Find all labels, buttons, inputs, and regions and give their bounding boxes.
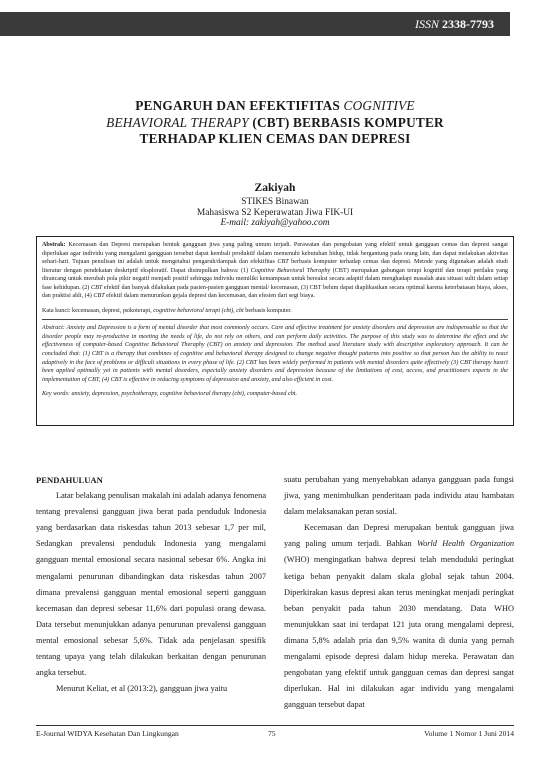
right-paragraph-1: suatu perubahan yang menyebabkan adanya gangguan pada fungsi jiwa, yang menimbulkan penderitaan pada individu atau hambatan dalam melaksanakan peran sosial.: [284, 475, 514, 517]
keywords-en: Key words: anxiety, depression, psychotherapy, cognitive behavioral therapy (cbt), computer-based cbt.: [42, 391, 298, 398]
left-paragraph-1: Latar belakang penulisan makalah ini adalah adanya fenomena tentang prevalensi gangguan jiwa berat pada penduduk Indonesia yang berdasarkan data riskesdas tahun 2013 sebesar 1,7 per mil, Sedangkan prevalensi penduduk Indonesia yang mengalami gangguan mental emosional secara nasional sebesar 6%. Angka ini mengalami penurunan dibandingkan data riskesdas tahun 2007 dimana prevalensi gangguan mental emosional seperti gangguan kecemasan dan depresi sebesar 11,6% dari populasi orang dewasa. Data tersebut menunjukkan adanya penurunan prevalensi gangguan mental emosional sebesar 5,6%. Tidak ada penjelasan spesifik tentang upaya yang telah dilakukan berkaitan dengan penurunan angka tersebut.: [36, 491, 266, 678]
keywords-id: [42, 307, 508, 316]
abstract-divider: [42, 319, 508, 320]
issn-label: ISSN: [415, 17, 439, 31]
abstract-en: [42, 324, 508, 384]
title-line1-b: COGNITIVE: [343, 98, 415, 113]
issn-number: 2338-7793: [442, 17, 494, 31]
abstract-id-text: efektif dan banyak dilakukan pada pasien-pasien gangguan mental/ kecemasan, (3) CBT belum dapat diaplikasikan secara optimal karena keterbatasan biaya, akses, dan praktisi ahli, (4): [42, 284, 509, 300]
abstract-id-italic: Cognitive Behavioral Theraphy: [250, 267, 331, 274]
abstract-id-label: Abstrak:: [42, 242, 66, 248]
abstract-id-text: Kecemasan dan Depresi merupakan bentuk gangguan jiwa yang paling umum terjadi. Perawatan dan pengobatan yang efektif untuk gangguan cemas dan depresi sangat diperlukan agar individu yang mengalami gangguan tersebut dapat kembali produktif dalam memenuhi kebutuhan hidup, tidak bergantung pada orang lain, dan dapat melakukan aktivitas sehari-hari. Tujuan penulisan ini adalah untuk mengetahui pengaruh/dampak dan efektifitas: [42, 242, 508, 266]
abstract-en-label: Abstract:: [42, 325, 65, 332]
footer-journal: E-Journal WIDYA Kesehatan Dan Lingkungan: [36, 729, 179, 738]
author-role: Mahasiswa S2 Keperawatan Jiwa FIK-UI: [196, 207, 354, 218]
abstract-id-italic: CBT: [93, 293, 105, 300]
author-institution: STIKES Binawan: [241, 197, 309, 207]
section-heading: PENDAHULUAN: [36, 475, 103, 485]
title-line3: TERHADAP KLIEN CEMAS DAN DEPRESI: [139, 131, 411, 146]
abstract-box: [36, 236, 514, 426]
author-name: Zakiyah: [254, 182, 296, 194]
right-paragraph-2-text: Kecemasan dan Depresi merupakan bentuk gangguan jiwa yang paling umum terjadi. Bahkan: [284, 523, 514, 549]
title-line2-b: (CBT) BERBASIS KOMPUTER: [248, 114, 444, 130]
left-paragraph-2: Menurut Keliat, et al (2013:2), gangguan jiwa yaitu: [56, 684, 228, 694]
keywords-id-label: Kata kunci:: [42, 307, 73, 314]
footer-page-number: 75: [268, 729, 276, 738]
abstract-id-italic: CBT: [90, 284, 103, 291]
right-paragraph-2: [284, 520, 514, 713]
title-line2-a: BEHAVIORAL THERAPY: [106, 114, 249, 130]
abstract-id-italic: CBT: [277, 259, 289, 266]
abstract-id-text: berbasis komputer terhadap cemas dan depresi. Metode yang digunakan adalah studi literatur dengan pendekatan deskriptif eksploratif. Dapat disimpulkan bahwa: (1): [42, 259, 508, 274]
abstract-id-text: (CBT) merupakan gabungan terapi kognitif dan terapi perilaku yang dirancang untuk merubah pola pikir negatif menjadi positif sehingga individu memiliki kemampuan untuk bereaksi secara adaptif dalam menghadapi masalah atau situasi sulit dalam setiap fase kehidupan. (2): [42, 267, 508, 291]
abstract-id-text: efektif dalam menurunkan gejala depresi dan kecemasan, dan efesien dari segi biaya.: [104, 293, 316, 300]
author-affiliation: [0, 197, 550, 229]
keywords-id-text: kecemasan, depresi, psikoterapi,: [72, 307, 154, 314]
title-line1-a: PENGARUH DAN EFEKTIFITAS: [135, 98, 344, 113]
footer-divider: [36, 725, 514, 726]
keywords-id-text: berbasis komputer.: [243, 307, 292, 314]
footer-volume: Volume 1 Nomor 1 Juni 2014: [424, 729, 514, 738]
paper-title: [60, 98, 490, 148]
right-paragraph-2-text: (WHO) mengingatkan bahwa depresi telah menduduki peringkat ketiga beban penyakit dalam skala global sejak tahun 2004. Diperkirakan kasus depresi akan terus meningkat menjadi peringkat beban penyakit pada tahun 2030 mendatang. Data WHO menunjukkan saat ini terdapat 121 juta orang mengalami depresi, dimana 5,8% adalah pria dan 9,5% wanita di dunia yang pernah mengalami episode depresi dalam hidup mereka. Perawatan dan pengobatan yang efektif untuk gangguan cemas dan depresi sangat diperlukan. Hal ini dilakukan agar individu yang mengalami gangguan tersebut dapat: [284, 555, 514, 710]
abstract-en-text: Anxiety and Depression is a form of mental disorder that most commonly occurs. Care and effective treatment for anxiety disorders and depression are indispensable so that the disorder people may re-productive in meeting the needs of life, do not rely on others, and can perform daily activities. The purpose of this study was to determine the effect and the effectiveness of computer-based Cognitive Behavioral Theraphy (CBT) on anxiety and depression. The method used literature study with descriptive exploratory approach. It can be concluded that: (1) CBT is a therapy that combines of cognitive and behavioral therapy designed to change negative thought patterns into positive so that person has the ability to react adaptively in the face of problems or difficult situations in every phase of life. (2) CBT has been widely performed in patients with mental disorders quite effectively (3) CBT therapy hasn't been applied optimally yet in patients with mental disorders, especially anxiety disorders and depression because of the limitations of cost, access, and practitioners experts in the implementation of CBT, (4) CBT is effective in reducing symptoms of depression and anxiety, and also efficient in cost.: [42, 325, 508, 383]
keywords-id-italic: cognitive behavioral terapi (cbt), cbt: [153, 307, 244, 314]
right-paragraph-2-italic: World Health Organization: [416, 539, 514, 549]
author-email: E-mail: zakiyah@yahoo.com: [220, 218, 330, 229]
issn-bar: [0, 12, 510, 36]
abstract-id: [42, 241, 508, 301]
right-column: [284, 472, 514, 713]
left-column: [36, 472, 266, 697]
